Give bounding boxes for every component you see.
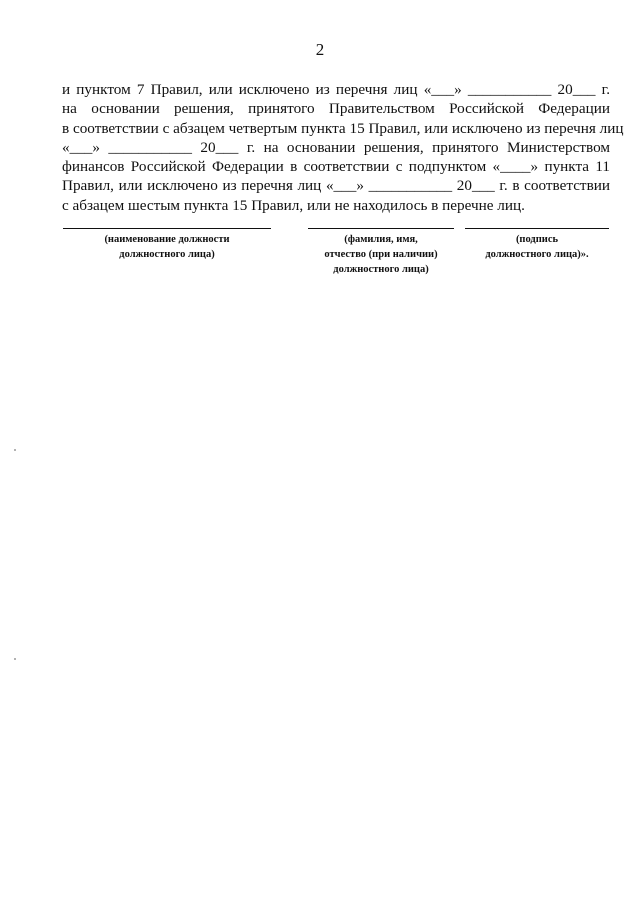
caption-line: должностного лица)	[333, 264, 429, 275]
scan-speck	[14, 449, 16, 451]
caption-line: (наименование должности	[104, 234, 230, 245]
body-line: на основании решения, принятого Правительством Российской Федерации	[62, 100, 610, 118]
page-number: 2	[315, 40, 325, 59]
signature-field-name	[308, 228, 454, 288]
signature-underline	[308, 228, 454, 229]
scan-speck	[14, 658, 16, 660]
body-line: и пунктом 7 Правил, или исключено из перечня лиц «___» ___________ 20___ г.	[62, 81, 610, 98]
body-line: с абзацем шестым пункта 15 Правил, или не находилось в перечне лиц.	[62, 196, 525, 214]
position-caption	[63, 232, 271, 262]
signature-field-signature	[465, 228, 609, 288]
caption-line: (фамилия, имя,	[344, 234, 418, 245]
caption-line: (подпись	[515, 234, 559, 245]
body-line: в соответствии с абзацем четвертым пункта 15 Правил, или исключено из перечня лиц	[62, 119, 624, 137]
body-line: финансов Российской Федерации в соответствии с подпунктом «____» пункта 11	[62, 158, 610, 176]
caption-line: должностного лица)	[119, 249, 215, 260]
signature-field-position	[63, 228, 271, 288]
body-line: Правил, или исключено из перечня лиц «___» ___________ 20___ г. в соответствии	[62, 177, 610, 195]
caption-line: должностного лица)».	[485, 249, 589, 260]
name-caption	[308, 232, 454, 277]
signature-underline	[465, 228, 609, 229]
signature-underline	[63, 228, 271, 229]
body-line: «___» ___________ 20___ г. на основании решения, принятого Министерством	[62, 138, 610, 156]
body-paragraph	[62, 80, 624, 215]
caption-line: отчество (при наличии)	[324, 249, 438, 260]
signature-caption	[465, 232, 609, 262]
